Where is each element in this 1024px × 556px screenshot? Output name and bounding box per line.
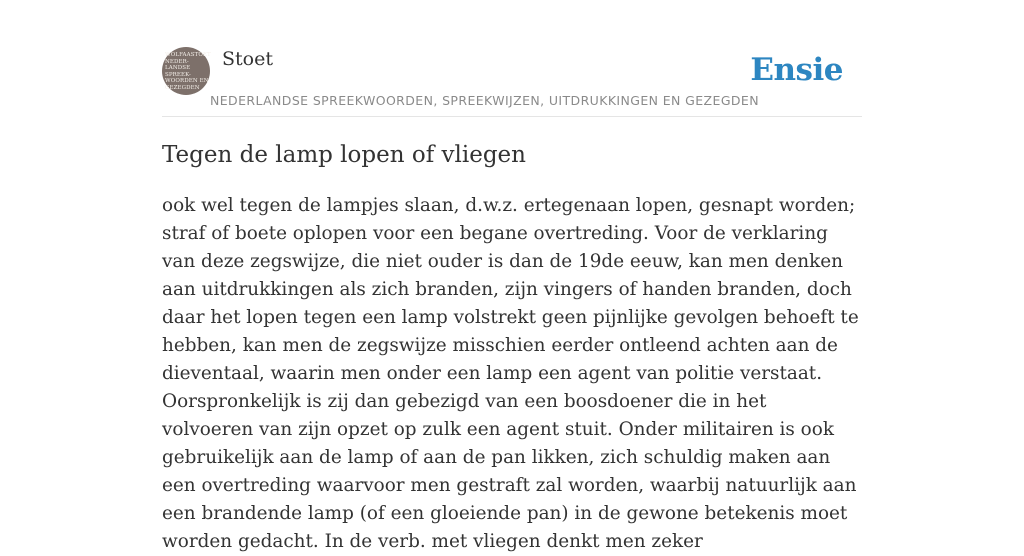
article-body: ook wel tegen de lampjes slaan, d.w.z. ertegenaan lopen, gesnapt worden; straf of boete oplopen voor een begane overtreding. Voor de verklaring van deze zegswijze, die niet ouder is dan de 19de eeuw, kan men denken aan uitdrukkingen als zich branden, zijn vingers of handen branden, doch daar het lopen tegen een lamp volstrekt geen pijnlijke gevolgen behoeft te hebben, kan men de zegswijze misschien eerder ontleend achten aan de dieventaal, waarin men onder een lamp een agent van politie verstaat. Oorspronkelijk is zij dan gebezigd van een boosdoener die in het volvoeren van zijn opzet op zulk een agent stuit. Onder militairen is ook gebruikelijk aan de lamp of aan de pan likken, zich schuldig maken aan een overtreding waarvoor men gestraft zal worden, waarbij natuurlijk aan een brandende lamp (of een gloeiende pan) in de gewone betekenis moet worden gedacht. In de verb. met vliegen denkt men zeker (162, 195, 859, 552)
header (162, 0, 862, 117)
author-name[interactable]: Stoet (222, 48, 273, 70)
avatar-book-cover-text: WOLFAASTOET NEDER- LANDSE SPREEK- WOORDEN EN GEZEGDEN (165, 52, 211, 91)
page-title: Tegen de lamp lopen of vliegen (162, 142, 526, 168)
source-subtitle[interactable]: NEDERLANDSE SPREEKWOORDEN, SPREEKWIJZEN, UITDRUKKINGEN EN GEZEGDEN (210, 93, 759, 108)
avatar[interactable] (162, 47, 210, 95)
ensie-logo[interactable]: Ensie (750, 52, 843, 88)
page (162, 0, 862, 552)
